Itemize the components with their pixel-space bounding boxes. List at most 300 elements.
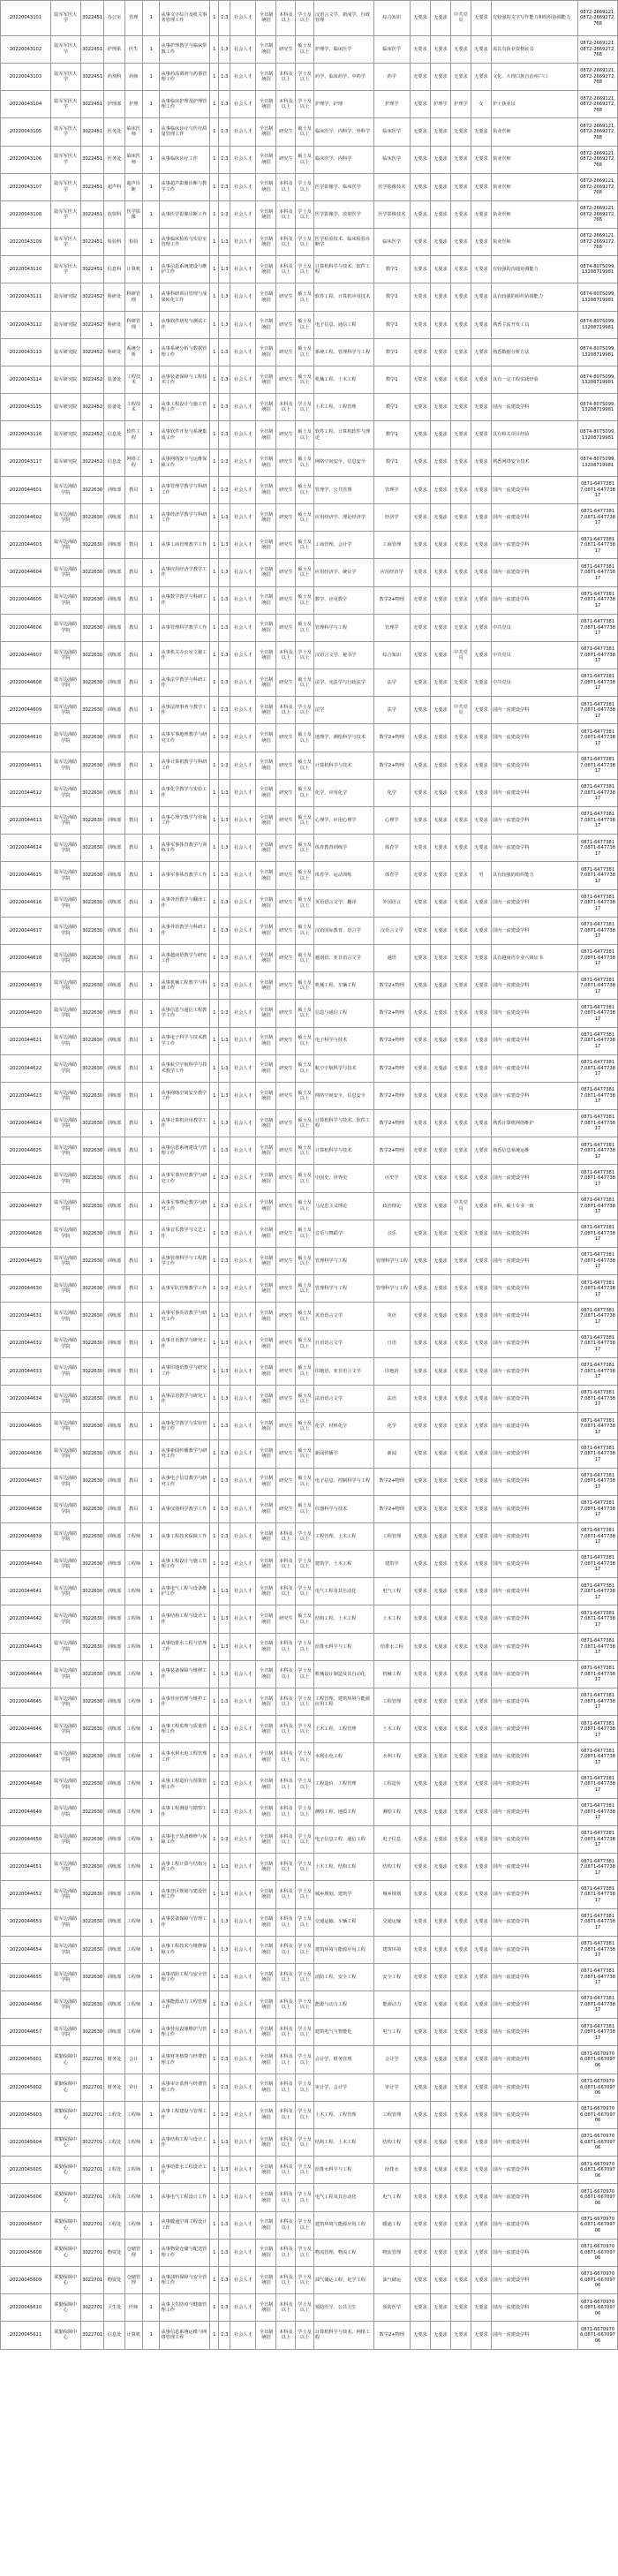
ratio-cell: 1:3: [219, 1908, 230, 1936]
ratio-cell: 1:3: [219, 1248, 230, 1275]
job-code-cell: 20220043101: [1, 1, 51, 36]
org-name-cell: 陆军边海防学院: [50, 586, 80, 614]
grassroots-cell: 无要求: [430, 311, 450, 338]
remarks-cell: 国内一流建设学科: [491, 724, 577, 752]
exam-type-cell: 全日制统招: [256, 1220, 276, 1247]
quota-cell: 1: [210, 2322, 219, 2349]
remarks-cell: 熟悉数据分析方法: [491, 338, 577, 366]
position-name-cell: 教员: [124, 1330, 143, 1357]
position-type-cell: 1: [143, 200, 160, 228]
position-type-cell: 1: [143, 366, 160, 394]
quota-cell: 1: [210, 1000, 219, 1027]
position-desc-cell: 从事水利水电工程管理工作: [160, 1743, 210, 1771]
position-name-cell: 教员: [124, 476, 143, 503]
grassroots-cell: 无要求: [430, 1522, 450, 1550]
table-row: [1, 1578, 618, 1605]
position-desc-cell: 从事外语教学与翻译工作: [160, 889, 210, 917]
education-cell: 本科及以上: [276, 2211, 296, 2239]
quota-cell: 1: [210, 146, 219, 173]
gender-cell: 无要求: [471, 1522, 491, 1550]
job-code-cell: 20220044645: [1, 1688, 51, 1716]
major-cell: 管理科学与工程: [313, 1248, 373, 1275]
education-cell: 本科及以上: [276, 1, 296, 36]
target-cell: 社会人才: [230, 421, 256, 449]
position-name-cell: 教员: [124, 972, 143, 1000]
political-status-cell: 无要求: [450, 2322, 471, 2349]
position-desc-cell: 从事科研项目管理与成果转化工作: [160, 283, 210, 311]
phone-cell: 0871-66709706,0871-66709706: [578, 2184, 618, 2211]
exam-type-cell: 全日制统招: [256, 779, 276, 806]
quota-cell: 1: [210, 2074, 219, 2101]
position-type-cell: 1: [143, 1605, 160, 1633]
position-name-cell: 工程师: [124, 1578, 143, 1605]
political-status-cell: 无要求: [450, 1798, 471, 1825]
major-cell: 建筑电气与智能化: [313, 2019, 373, 2046]
education-cell: 本科及以上: [276, 2129, 296, 2157]
org-code-cell: 3022630: [80, 532, 104, 559]
grassroots-cell: 无要求: [430, 229, 450, 256]
target-cell: 社会人才: [230, 394, 256, 421]
gender-cell: 无要求: [471, 1854, 491, 1881]
education-cell: 本科及以上: [276, 1936, 296, 1963]
position-name-cell: 教员: [124, 1248, 143, 1275]
org-code-cell: 3022452: [80, 338, 104, 366]
job-code-cell: 20220044621: [1, 1027, 51, 1054]
org-name-cell: 陆军研究院: [50, 421, 80, 449]
ratio-cell: 1:3: [219, 944, 230, 971]
target-cell: 社会人才: [230, 1716, 256, 1743]
department-cell: 科研处: [104, 311, 124, 338]
position-desc-cell: 从事越南语教学与研究工作: [160, 944, 210, 971]
position-type-cell: 1: [143, 779, 160, 806]
department-cell: 训练部: [104, 1110, 124, 1137]
major-cell: 体育教育训练学: [313, 835, 373, 862]
org-code-cell: 3022630: [80, 1027, 104, 1054]
gender-cell: 无要求: [471, 1688, 491, 1716]
position-name-cell: 教员: [124, 1054, 143, 1082]
major-cell: 预防医学、公共卫生: [313, 2294, 373, 2322]
degree-cell: 硕士及以上: [296, 917, 314, 944]
degree-cell: 学士及以上: [296, 2074, 314, 2101]
major-cell: 土木工程、工程管理: [313, 394, 373, 421]
exam-subject-cell: 交通运输: [373, 1908, 410, 1936]
org-code-cell: 3022701: [80, 2129, 104, 2157]
position-name-cell: 审计: [124, 2074, 143, 2101]
position-name-cell: 工程技术: [124, 394, 143, 421]
degree-cell: 硕士及以上: [296, 1330, 314, 1357]
org-code-cell: 3022630: [80, 1881, 104, 1908]
phone-cell: 0871-64773817,0871-64773817: [578, 972, 618, 1000]
exam-subject-cell: 电子信息: [373, 1825, 410, 1853]
remarks-cell: 国内一流建设学科: [491, 1468, 577, 1495]
table-row: [1, 1192, 618, 1220]
quota-cell: 1: [210, 2046, 219, 2074]
exam-subject-cell: 数学2+物理: [373, 586, 410, 614]
ratio-cell: 1:3: [219, 311, 230, 338]
table-row: [1, 1716, 618, 1743]
target-cell: 社会人才: [230, 1192, 256, 1220]
exam-subject-cell: 临床医学: [373, 229, 410, 256]
quota-cell: 1: [210, 532, 219, 559]
degree-cell: 硕士及以上: [296, 449, 314, 476]
exam-type-cell: 全日制统招: [256, 1605, 276, 1633]
org-code-cell: 3022630: [80, 1798, 104, 1825]
target-cell: 社会人才: [230, 1137, 256, 1165]
position-name-cell: 工程师: [124, 2129, 143, 2157]
work-years-cell: 无要求: [410, 1330, 430, 1357]
department-cell: 训练部: [104, 1385, 124, 1412]
exam-type-cell: 全日制统招: [256, 1936, 276, 1963]
degree-cell: 学士及以上: [296, 200, 314, 228]
grassroots-cell: 无要求: [430, 1385, 450, 1412]
major-cell: 给排水科学与工程: [313, 2157, 373, 2184]
major-cell: 体育学、运动训练: [313, 862, 373, 889]
education-cell: 本科及以上: [276, 394, 296, 421]
org-code-cell: 3022630: [80, 614, 104, 641]
gender-cell: 无要求: [471, 1165, 491, 1192]
position-desc-cell: 从事装备保障与管理工作: [160, 1908, 210, 1936]
quota-cell: 1: [210, 2157, 219, 2184]
target-cell: 社会人才: [230, 256, 256, 283]
position-desc-cell: 从事新闻传播教学与研究工作: [160, 1440, 210, 1468]
position-type-cell: 1: [143, 1082, 160, 1109]
grassroots-cell: 无要求: [430, 2322, 450, 2349]
table-row: [1, 697, 618, 724]
department-cell: 办公室: [104, 1, 124, 36]
grassroots-cell: 无要求: [430, 1468, 450, 1495]
gender-cell: 无要求: [471, 449, 491, 476]
phone-cell: 0871-64773817,0871-64773817: [578, 559, 618, 586]
job-code-cell: 20220044607: [1, 641, 51, 669]
major-cell: 药学、临床药学、中药学: [313, 63, 373, 90]
position-type-cell: 1: [143, 173, 160, 200]
table-row: [1, 366, 618, 394]
position-desc-cell: 从事航空宇航科学与技术教学工作: [160, 1054, 210, 1082]
major-cell: 建筑环境与能源应用工程: [313, 1936, 373, 1963]
position-type-cell: 1: [143, 586, 160, 614]
exam-subject-cell: 护理学: [373, 91, 410, 118]
target-cell: 社会人才: [230, 807, 256, 835]
education-cell: 研究生: [276, 1248, 296, 1275]
position-desc-cell: 从事军事体育教学与训练工作: [160, 835, 210, 862]
ratio-cell: 1:3: [219, 1303, 230, 1330]
position-desc-cell: 从事护理教学与临床带教工作: [160, 35, 210, 63]
gender-cell: 女: [471, 91, 491, 118]
exam-type-cell: 全日制统招: [256, 1330, 276, 1357]
major-cell: 能源与动力工程: [313, 1991, 373, 2019]
phone-cell: 0871-64773817,0871-64773817: [578, 476, 618, 503]
target-cell: 社会人才: [230, 1303, 256, 1330]
table-row: [1, 256, 618, 283]
political-status-cell: 无要求: [450, 1991, 471, 2019]
grassroots-cell: 无要求: [430, 1854, 450, 1881]
grassroots-cell: 无要求: [430, 807, 450, 835]
department-cell: 药剂科: [104, 63, 124, 90]
position-desc-cell: 从事印地语教学与研究工作: [160, 1357, 210, 1385]
phone-cell: 0871-66709706,0871-66709706: [578, 2211, 618, 2239]
table-row: [1, 724, 618, 752]
position-desc-cell: 从事暖通空调工程设计工作: [160, 2211, 210, 2239]
political-status-cell: 无要求: [450, 2046, 471, 2074]
degree-cell: 硕士及以上: [296, 752, 314, 779]
major-cell: 机械工程、土木工程: [313, 366, 373, 394]
job-code-cell: 20220044650: [1, 1825, 51, 1853]
grassroots-cell: 无要求: [430, 1192, 450, 1220]
remarks-cell: 国内一流建设学科: [491, 889, 577, 917]
org-code-cell: 3022452: [80, 366, 104, 394]
degree-cell: 学士及以上: [296, 2266, 314, 2293]
degree-cell: 硕士及以上: [296, 807, 314, 835]
phone-cell: 0874-8075099,13208719981: [578, 338, 618, 366]
work-years-cell: 无要求: [410, 1908, 430, 1936]
political-status-cell: 无要求: [450, 256, 471, 283]
exam-type-cell: 全日制统招: [256, 532, 276, 559]
phone-cell: 0874-8075099,13208719981: [578, 283, 618, 311]
degree-cell: 硕士及以上: [296, 118, 314, 146]
work-years-cell: 无要求: [410, 2046, 430, 2074]
org-code-cell: 3022701: [80, 2157, 104, 2184]
department-cell: 工程处: [104, 2184, 124, 2211]
major-cell: 油气储运工程、化学工程: [313, 2266, 373, 2293]
exam-type-cell: 全日制统招: [256, 1192, 276, 1220]
target-cell: 社会人才: [230, 2266, 256, 2293]
education-cell: 研究生: [276, 752, 296, 779]
exam-subject-cell: 体育学: [373, 835, 410, 862]
exam-type-cell: 全日制统招: [256, 1854, 276, 1881]
exam-type-cell: 全日制统招: [256, 1468, 276, 1495]
remarks-cell: 国内一流建设学科: [491, 835, 577, 862]
gender-cell: 无要求: [471, 1716, 491, 1743]
grassroots-cell: 无要求: [430, 118, 450, 146]
work-years-cell: 无要求: [410, 1716, 430, 1743]
major-cell: 给排水科学与工程: [313, 1633, 373, 1660]
org-code-cell: 3022630: [80, 1137, 104, 1165]
grassroots-cell: 无要求: [430, 1660, 450, 1688]
grassroots-cell: 无要求: [430, 669, 450, 697]
grassroots-cell: 无要求: [430, 1963, 450, 1991]
org-code-cell: 3022630: [80, 1716, 104, 1743]
org-name-cell: 陆军边海防学院: [50, 1716, 80, 1743]
table-row: [1, 2239, 618, 2266]
department-cell: 训练部: [104, 586, 124, 614]
exam-type-cell: 全日制统招: [256, 1, 276, 36]
org-name-cell: 陆军边海防学院: [50, 1468, 80, 1495]
major-cell: 建筑学、土木工程: [313, 1551, 373, 1578]
education-cell: 研究生: [276, 1495, 296, 1522]
org-code-cell: 3022630: [80, 889, 104, 917]
quota-cell: 1: [210, 1413, 219, 1440]
grassroots-cell: 无要求: [430, 173, 450, 200]
quota-cell: 1: [210, 697, 219, 724]
remarks-cell: 国内一流建设学科: [491, 2266, 577, 2293]
work-years-cell: 无要求: [410, 752, 430, 779]
department-cell: 训练部: [104, 1798, 124, 1825]
target-cell: 社会人才: [230, 1413, 256, 1440]
job-code-cell: 20220044642: [1, 1605, 51, 1633]
exam-type-cell: 全日制统招: [256, 1578, 276, 1605]
position-name-cell: 工程师: [124, 1551, 143, 1578]
position-desc-cell: 从事营区规划与建设管理工作: [160, 1881, 210, 1908]
department-cell: 医务处: [104, 146, 124, 173]
education-cell: 本科及以上: [276, 1660, 296, 1688]
org-code-cell: 3022630: [80, 559, 104, 586]
grassroots-cell: 无要求: [430, 1825, 450, 1853]
job-code-cell: 20220044629: [1, 1248, 51, 1275]
table-row: [1, 889, 618, 917]
org-code-cell: 3022630: [80, 1275, 104, 1303]
position-desc-cell: 从事管理科学教学工作: [160, 614, 210, 641]
degree-cell: 学士及以上: [296, 1, 314, 36]
grassroots-cell: 无要求: [430, 641, 450, 669]
work-years-cell: 无要求: [410, 835, 430, 862]
table-row: [1, 1633, 618, 1660]
degree-cell: 硕士及以上: [296, 1605, 314, 1633]
position-desc-cell: 从事信息系统建设与维护工作: [160, 256, 210, 283]
remarks-cell: 国内一流建设学科: [491, 1522, 577, 1550]
gender-cell: 无要求: [471, 1743, 491, 1771]
degree-cell: 硕士及以上: [296, 1468, 314, 1495]
quota-cell: 1: [210, 421, 219, 449]
education-cell: 研究生: [276, 476, 296, 503]
major-cell: 电子信息工程、通信工程: [313, 1825, 373, 1853]
major-cell: 工商管理、会计学: [313, 532, 373, 559]
department-cell: 工程处: [104, 2211, 124, 2239]
position-desc-cell: 从事卫生防疫与健康管理工作: [160, 2294, 210, 2322]
org-name-cell: 陆军军医大学: [50, 118, 80, 146]
org-name-cell: 陆军边海防学院: [50, 752, 80, 779]
org-name-cell: 陆军边海防学院: [50, 1963, 80, 1991]
table-row: [1, 1908, 618, 1936]
exam-subject-cell: 心理学: [373, 807, 410, 835]
exam-subject-cell: 数学2+物理: [373, 1495, 410, 1522]
education-cell: 研究生: [276, 1440, 296, 1468]
exam-type-cell: 全日制统招: [256, 1716, 276, 1743]
quota-cell: 1: [210, 283, 219, 311]
exam-subject-cell: 机械工程: [373, 1660, 410, 1688]
table-row: [1, 944, 618, 971]
job-code-cell: 20220045604: [1, 2129, 51, 2157]
quota-cell: 1: [210, 338, 219, 366]
org-name-cell: 陆军边海防学院: [50, 779, 80, 806]
department-cell: 训练部: [104, 1825, 124, 1853]
position-type-cell: 1: [143, 1385, 160, 1412]
position-type-cell: 1: [143, 2322, 160, 2349]
exam-type-cell: 全日制统招: [256, 311, 276, 338]
gender-cell: 无要求: [471, 1275, 491, 1303]
gender-cell: 无要求: [471, 476, 491, 503]
position-desc-cell: 从事临床诊疗工作: [160, 146, 210, 173]
gender-cell: 无要求: [471, 2157, 491, 2184]
department-cell: 训练部: [104, 1054, 124, 1082]
org-code-cell: 3022630: [80, 944, 104, 971]
education-cell: 本科及以上: [276, 1854, 296, 1881]
exam-type-cell: 全日制统招: [256, 1660, 276, 1688]
org-name-cell: 联勤保障中心: [50, 2211, 80, 2239]
position-name-cell: 工程师: [124, 2211, 143, 2239]
job-code-cell: 20220045611: [1, 2322, 51, 2349]
gender-cell: 无要求: [471, 1385, 491, 1412]
exam-subject-cell: 会计学: [373, 2046, 410, 2074]
quota-cell: 1: [210, 1716, 219, 1743]
quota-cell: 1: [210, 586, 219, 614]
quota-cell: 1: [210, 2129, 219, 2157]
department-cell: 训练部: [104, 752, 124, 779]
job-code-cell: 20220044654: [1, 1936, 51, 1963]
gender-cell: 无要求: [471, 1303, 491, 1330]
phone-cell: 0871-64773817,0871-64773817: [578, 2019, 618, 2046]
position-name-cell: 教员: [124, 1303, 143, 1330]
education-cell: 研究生: [276, 1385, 296, 1412]
work-years-cell: 无要求: [410, 1991, 430, 2019]
grassroots-cell: 无要求: [430, 1303, 450, 1330]
exam-subject-cell: 安全工程: [373, 1963, 410, 1991]
department-cell: 训练部: [104, 2019, 124, 2046]
position-name-cell: 教员: [124, 835, 143, 862]
target-cell: 社会人才: [230, 35, 256, 63]
remarks-cell: 文化、大理白族自治州户口: [491, 63, 577, 90]
quota-cell: 1: [210, 366, 219, 394]
ratio-cell: 1:3: [219, 1771, 230, 1798]
ratio-cell: 1:3: [219, 1165, 230, 1192]
remarks-cell: 具有较强的组织协调能力: [491, 283, 577, 311]
org-name-cell: 陆军边海防学院: [50, 1578, 80, 1605]
major-cell: 化学、应用化学: [313, 779, 373, 806]
ratio-cell: 1:3: [219, 118, 230, 146]
exam-type-cell: 全日制统招: [256, 1825, 276, 1853]
position-name-cell: 教员: [124, 889, 143, 917]
grassroots-cell: 无要求: [430, 283, 450, 311]
job-code-cell: 20220044615: [1, 862, 51, 889]
org-name-cell: 陆军边海防学院: [50, 1357, 80, 1385]
department-cell: 超声科: [104, 173, 124, 200]
remarks-cell: 国内一流建设学科: [491, 1963, 577, 1991]
position-type-cell: 1: [143, 2074, 160, 2101]
org-name-cell: 陆军边海防学院: [50, 807, 80, 835]
gender-cell: 无要求: [471, 283, 491, 311]
major-cell: 法语语言文学: [313, 1385, 373, 1412]
major-cell: 建筑环境与能源应用工程: [313, 2211, 373, 2239]
phone-cell: 0872-2669121,0872-2669272,768: [578, 200, 618, 228]
major-cell: 审计学、会计学: [313, 2074, 373, 2101]
quota-cell: 1: [210, 2101, 219, 2128]
education-cell: 研究生: [276, 807, 296, 835]
major-cell: 物流管理、物流工程: [313, 2239, 373, 2266]
education-cell: 本科及以上: [276, 1743, 296, 1771]
org-code-cell: 3022630: [80, 1578, 104, 1605]
position-name-cell: 教员: [124, 1385, 143, 1412]
table-row: [1, 1275, 618, 1303]
position-type-cell: 1: [143, 2294, 160, 2322]
job-code-cell: 20220045602: [1, 2074, 51, 2101]
job-code-cell: 20220044649: [1, 1798, 51, 1825]
position-desc-cell: 从事军事理论教学与研究工作: [160, 1192, 210, 1220]
position-type-cell: 1: [143, 1027, 160, 1054]
position-type-cell: 1: [143, 2019, 160, 2046]
political-status-cell: 无要求: [450, 200, 471, 228]
exam-type-cell: 全日制统招: [256, 449, 276, 476]
position-name-cell: 教员: [124, 1192, 143, 1220]
work-years-cell: 无要求: [410, 944, 430, 971]
major-cell: 城乡规划、建筑学: [313, 1881, 373, 1908]
political-status-cell: 无要求: [450, 1688, 471, 1716]
table-row: [1, 35, 618, 63]
ratio-cell: 1:3: [219, 2046, 230, 2074]
phone-cell: 0871-64773817,0871-64773817: [578, 1082, 618, 1109]
quota-cell: 1: [210, 1165, 219, 1192]
gender-cell: 无要求: [471, 63, 491, 90]
table-row: [1, 1991, 618, 2019]
education-cell: 本科及以上: [276, 1798, 296, 1825]
